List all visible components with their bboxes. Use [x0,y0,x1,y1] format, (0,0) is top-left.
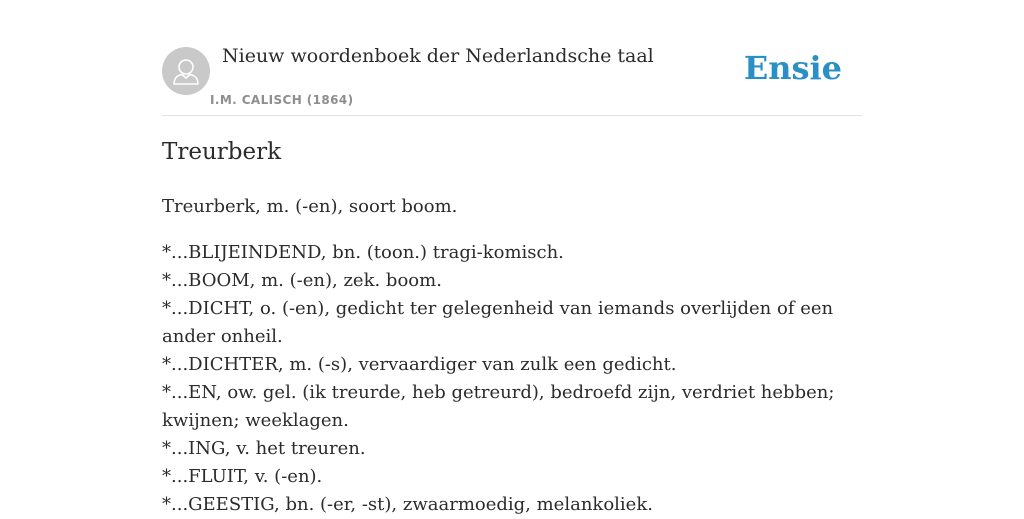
derivation-line: *...DICHT, o. (-en), gedicht ter gelegenheid van iemands overlijden of een ander onheil. [162,298,834,347]
entry-title: Treurberk [162,139,282,165]
brand-logo[interactable]: Ensie [743,49,842,87]
page [162,0,862,515]
derivation-line: *...ING, v. het treuren. [162,438,366,459]
derivation-line: *...BLIJEINDEND, bn. (toon.) tragi-komisch. [162,242,564,263]
author-avatar[interactable] [162,47,210,95]
derivation-line: *...GEESTIG, bn. (-er, -st), zwaarmoedig, melankoliek. [162,494,653,515]
entry-definition: Treurberk, m. (-en), soort boom. [162,196,458,217]
book-title[interactable]: Nieuw woordenboek der Nederlandsche taal [222,45,654,67]
derivation-line: *...FLUIT, v. (-en). [162,466,323,487]
book-author: I.M. CALISCH (1864) [210,93,354,107]
derivation-line: *...DICHTER, m. (-s), vervaardiger van zulk een gedicht. [162,354,677,375]
derivation-line: *...EN, ow. gel. (ik treurde, heb getreurd), bedroefd zijn, verdriet hebben; kwijnen; weeklagen. [162,382,835,431]
entry-derivations [162,239,862,519]
derivation-line: *...BOOM, m. (-en), zek. boom. [162,270,442,291]
header [162,0,862,116]
user-silhouette-icon [162,47,210,95]
